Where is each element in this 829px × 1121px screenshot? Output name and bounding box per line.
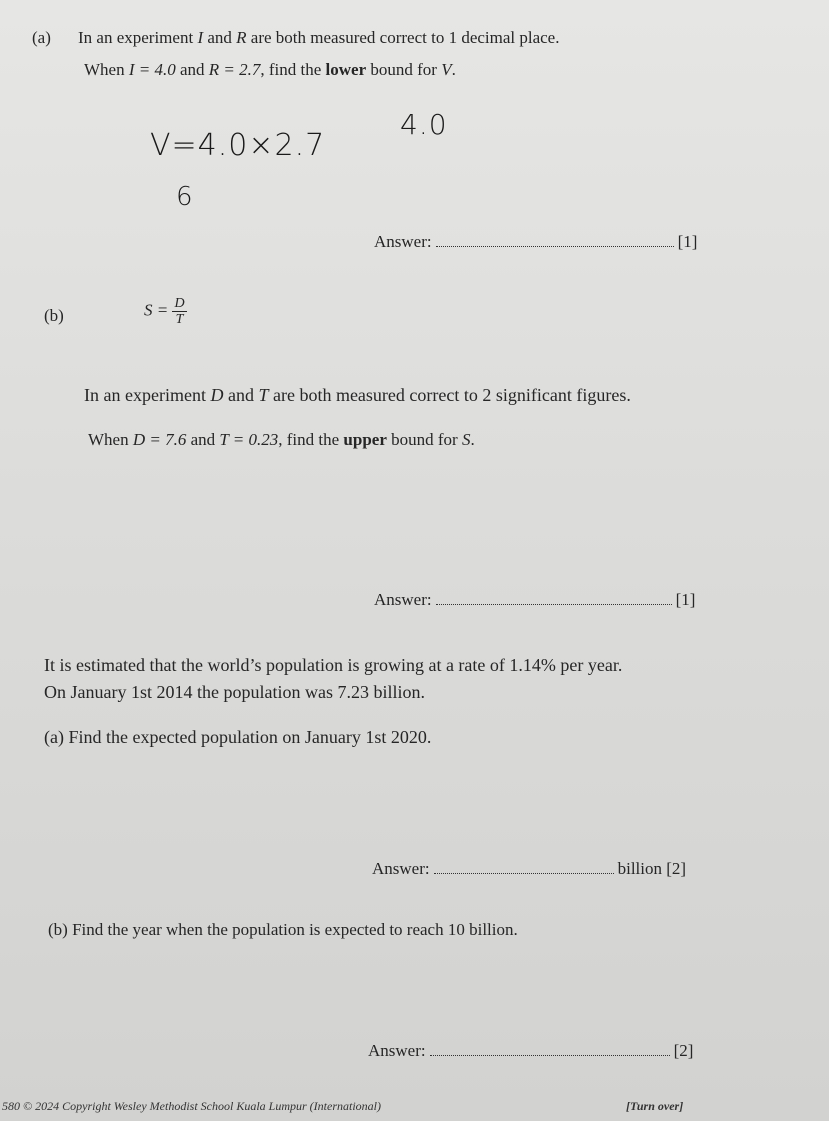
q2a-answer-line[interactable] bbox=[434, 871, 614, 874]
q2b-text: (b) Find the year when the population is expected to reach 10 billion. bbox=[48, 920, 518, 939]
q2a-text: (a) Find the expected population on January 1st 2020. bbox=[44, 727, 432, 747]
handwriting-scribble: 6 bbox=[176, 182, 194, 212]
handwriting-side: 4.0 bbox=[400, 108, 448, 141]
q1a-answer: Answer: [1] bbox=[374, 232, 698, 251]
q2-intro-line2: On January 1st 2014 the population was 7.23 billion. bbox=[44, 682, 425, 702]
handwriting-main: V=4.0×2.7 bbox=[150, 128, 326, 163]
q2a-answer: Answer: billion [2] bbox=[372, 859, 687, 878]
q2b-answer: Answer: [2] bbox=[368, 1041, 694, 1060]
q1b-line2: When D = 7.6 and T = 0.23, find the upper bound for S. bbox=[88, 430, 475, 449]
q1a-line1: In an experiment I and R are both measured correct to 1 decimal place. bbox=[78, 28, 560, 47]
q1a-answer-line[interactable] bbox=[436, 244, 674, 247]
q1b-formula: S = $\frac{D}{T}$ bbox=[144, 296, 185, 327]
formula-fraction: $\frac{D}{T}$ bbox=[174, 296, 185, 327]
q1b-answer-line[interactable] bbox=[436, 602, 672, 605]
q2b-answer-line[interactable] bbox=[430, 1053, 670, 1056]
footer-copyright: 580 © 2024 Copyright Wesley Methodist School Kuala Lumpur (International) bbox=[2, 1099, 381, 1113]
q1b-answer: Answer: [1] bbox=[374, 590, 696, 609]
q1b-line1: In an experiment D and T are both measured correct to 2 significant figures. bbox=[84, 385, 631, 405]
footer-turn-over: [Turn over] bbox=[626, 1099, 684, 1113]
q1a-line2: When I = 4.0 and R = 2.7, find the lower bound for V. bbox=[84, 60, 456, 79]
q1b-label: (b) bbox=[44, 306, 64, 325]
q2-intro-line1: It is estimated that the world’s population is growing at a rate of 1.14% per year. bbox=[44, 655, 623, 675]
q1a-label: (a) bbox=[32, 28, 51, 47]
